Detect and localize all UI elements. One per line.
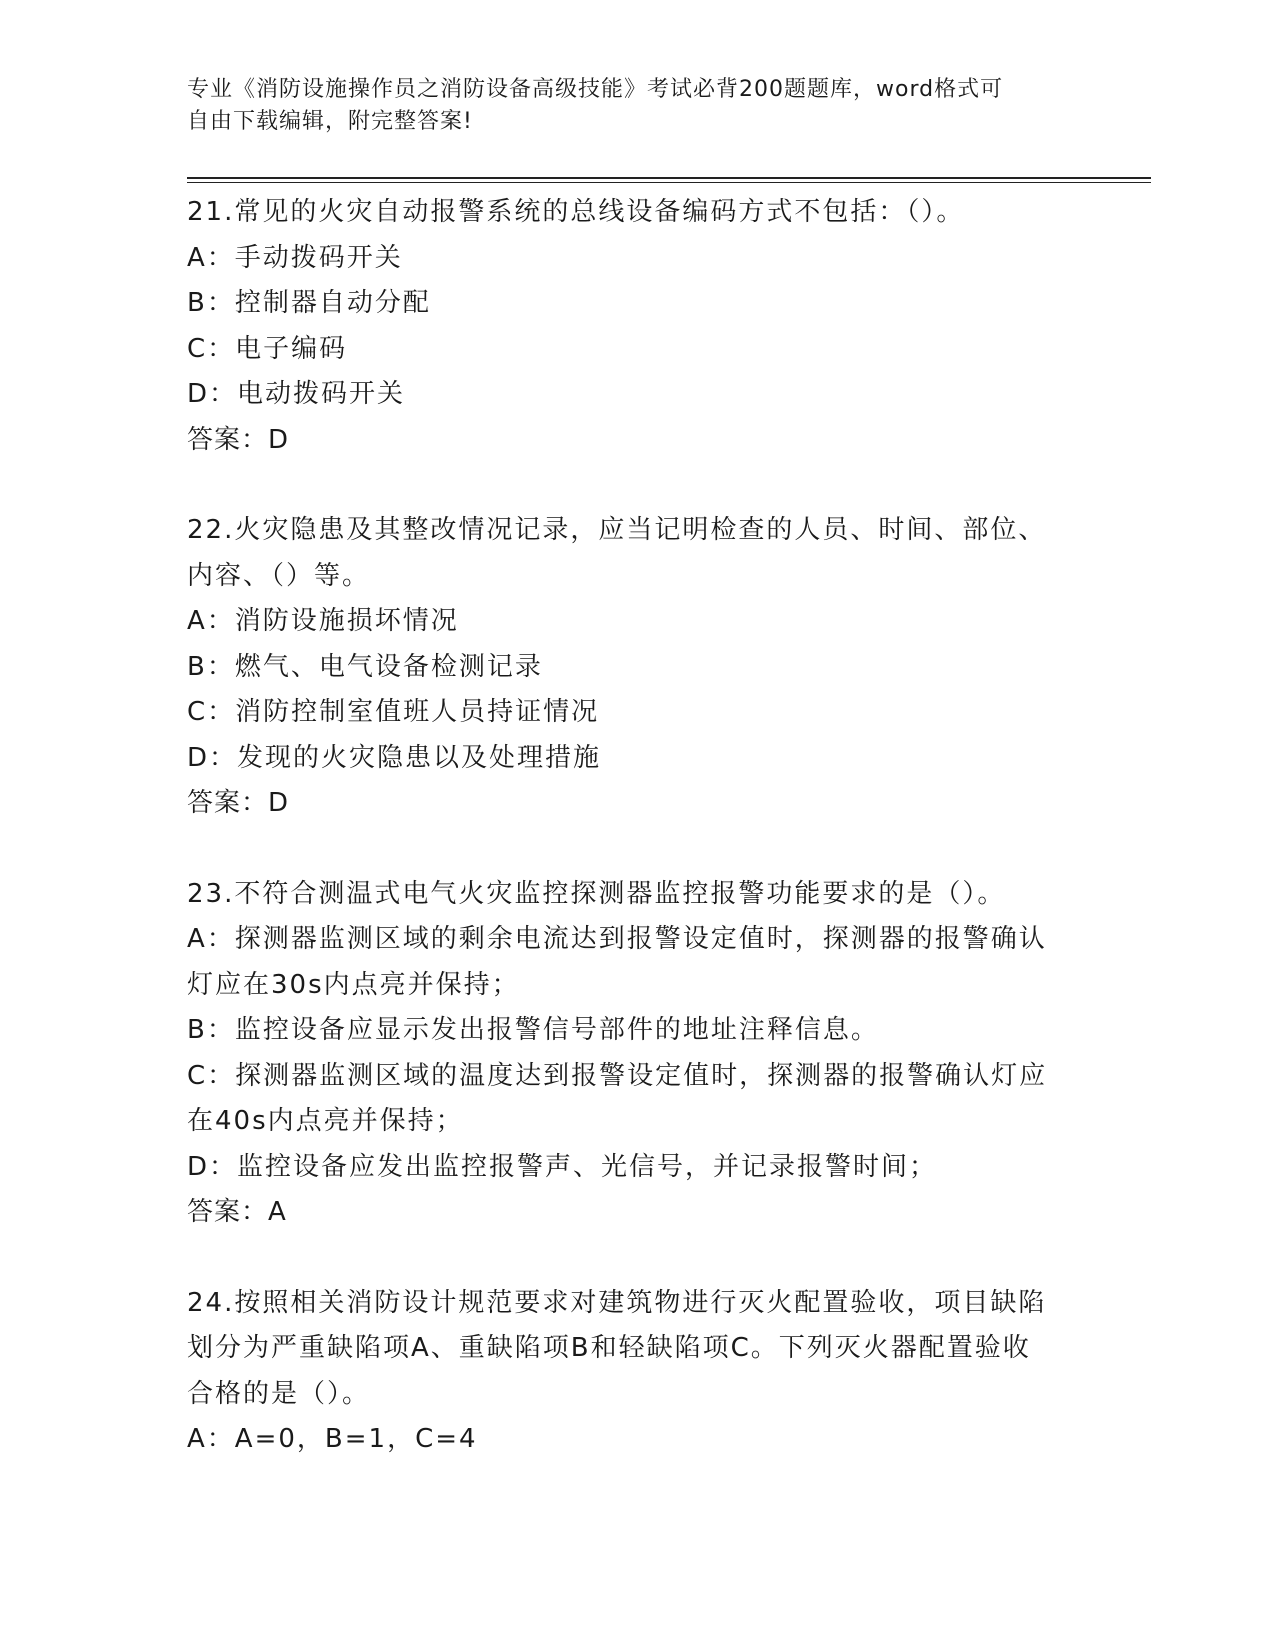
header-line-2: 自由下载编辑，附完整答案!	[187, 109, 473, 134]
question-stem: 23.不符合测温式电气火灾监控探测器监控报警功能要求的是（）。	[187, 878, 1006, 909]
option-a: A：消防设施损坏情况	[187, 606, 459, 636]
option-a: A：手动拨码开关	[187, 242, 403, 273]
option-c: C：探测器监测区域的温度达到报警设定值时，探测器的报警确认灯应	[187, 1060, 1048, 1091]
document-header	[187, 74, 1087, 138]
question-list	[187, 190, 1087, 1463]
question-stem-cont: 合格的是（）。	[187, 1378, 371, 1409]
header-divider-thin	[187, 182, 1151, 183]
option-b: B：控制器自动分配	[187, 288, 431, 318]
option-a-cont: 灯应在30s内点亮并保持；	[187, 969, 520, 1000]
answer: 答案：A	[187, 1197, 287, 1227]
question-stem: 22.火灾隐患及其整改情况记录，应当记明检查的人员、时间、部位、	[187, 515, 1047, 545]
option-d: D：监控设备应发出监控报警声、光信号，并记录报警时间；	[187, 1151, 938, 1182]
answer: 答案：D	[187, 424, 290, 455]
option-c: C：电子编码	[187, 333, 348, 364]
question-stem-cont: 内容、（）等。	[187, 560, 371, 591]
option-c: C：消防控制室值班人员持证情况	[187, 697, 600, 727]
header-line-1: 专业《消防设施操作员之消防设备高级技能》考试必背200题题库，word格式可	[187, 77, 1004, 102]
question-stem: 24.按照相关消防设计规范要求对建筑物进行灭火配置验收，项目缺陷	[187, 1287, 1047, 1318]
option-a: A：A=0，B=1，C=4	[187, 1424, 478, 1454]
option-c-cont: 在40s内点亮并保持；	[187, 1106, 464, 1136]
option-b: B：监控设备应显示发出报警信号部件的地址注释信息。	[187, 1015, 879, 1045]
answer: 答案：D	[187, 788, 290, 818]
question-23	[187, 872, 1087, 1236]
question-stem: 21.常见的火灾自动报警系统的总线设备编码方式不包括：（）。	[187, 197, 965, 227]
question-24	[187, 1281, 1087, 1463]
option-b: B：燃气、电气设备检测记录	[187, 651, 543, 682]
question-stem-cont: 划分为严重缺陷项A、重缺陷项B和轻缺陷项C。下列灭火器配置验收	[187, 1333, 1031, 1363]
option-d: D：发现的火灾隐患以及处理措施	[187, 742, 602, 773]
header-divider	[187, 177, 1151, 179]
option-d: D：电动拨码开关	[187, 379, 406, 409]
option-a: A：探测器监测区域的剩余电流达到报警设定值时，探测器的报警确认	[187, 924, 1047, 954]
question-22	[187, 508, 1087, 827]
question-21	[187, 190, 1087, 463]
